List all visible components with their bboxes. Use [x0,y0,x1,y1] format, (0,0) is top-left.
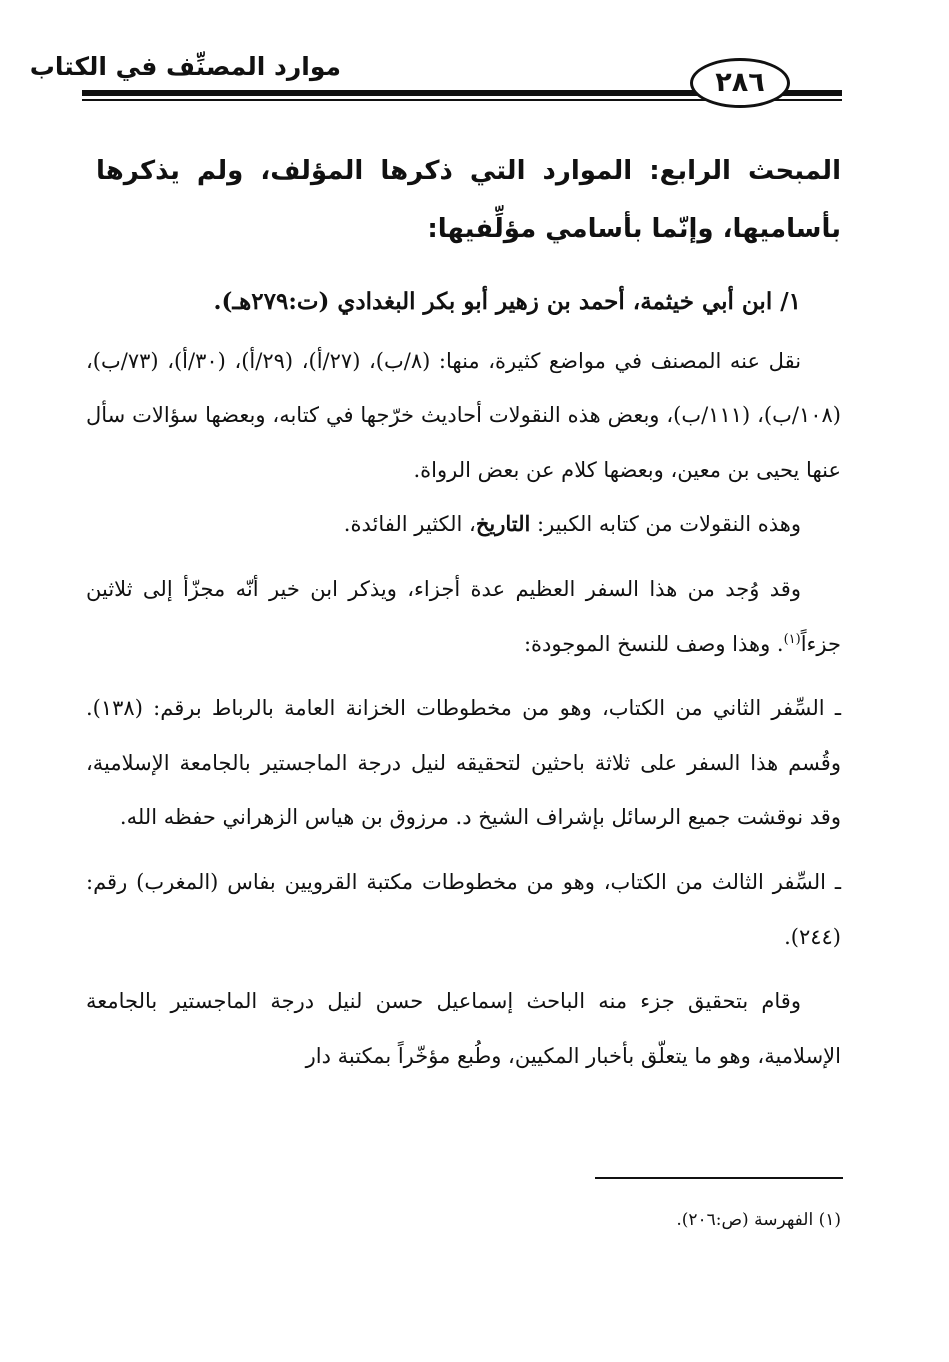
paragraph-text: وهذه النقولات من كتابه الكبير: [530,512,801,537]
paragraph-text: . وهذا وصف للنسخ الموجودة: [523,631,784,656]
paragraph-book-title [86,497,841,552]
paragraph-third-volume: ـ السِّفر الثالث من الكتاب، وهو من مخطوطات مكتبة القرويين بفاس (المغرب) رقم:(٢٤٤). [86,869,841,949]
page-number: ٢٨٦ [690,58,790,108]
book-title: التاريخ [475,511,531,537]
paragraph-citations: نقل عنه المصنف في مواضع كثيرة، منها: (٨/ب)، (٢٧/أ)، (٢٩/أ)، (٣٠/أ)، (٧٣/ب)، (١٠٨/ب)، (١١١/ب)، وبعض هذه النقولات أحاديث خرّجها في كتابه، وبعضها سؤالات سأل عنها يحيى بن معين، وبعضها كلام عن بعض الرواة. [86,348,841,482]
paragraph-parts [86,562,841,671]
body-text [86,275,841,1083]
running-title: موارد المصنِّف في الكتاب [29,52,341,81]
entry-heading: ١/ ابن أبي خيثمة، أحمد بن زهير أبو بكر البغدادي (ت:٢٧٩هـ). [213,288,801,315]
paragraph-edition: وقام بتحقيق جزء منه الباحث إسماعيل حسن لنيل درجة الماجستير بالجامعة الإسلامية، وهو ما يتعلّق بأخبار المكيين، وطُبع مؤخّراً بمكتبة دار [86,989,841,1068]
footnote-reference: (١) [783,631,801,647]
paragraph-text: ، الكثير الفائدة. [343,512,476,537]
paragraph-text: وقد وُجد من هذا السفر العظيم عدة أجزاء، ويذكر ابن خير أنّه مجزّأ إلى ثلاثين جزءاً [86,576,841,656]
footnote: (١) الفهرسة (ص:٢٠٦). [676,1210,841,1230]
footnote-divider [595,1177,843,1179]
section-heading: المبحث الرابع: الموارد التي ذكرها المؤلف، ولم يذكرها بأساميها، وإنّما بأسامي مؤلِّفيها: [96,156,841,244]
paragraph-second-volume: ـ السِّفر الثاني من الكتاب، وهو من مخطوطات الخزانة العامة بالرباط برقم: (١٣٨). وقُسم هذا السفر على ثلاثة باحثين لتحقيقه لنيل درجة الماجستير بالجامعة الإسلامية، وقد نوقشت جميع الرسائل بإشراف الشيخ د. مرزوق بن هياس الزهراني حفظه الله. [86,696,841,830]
